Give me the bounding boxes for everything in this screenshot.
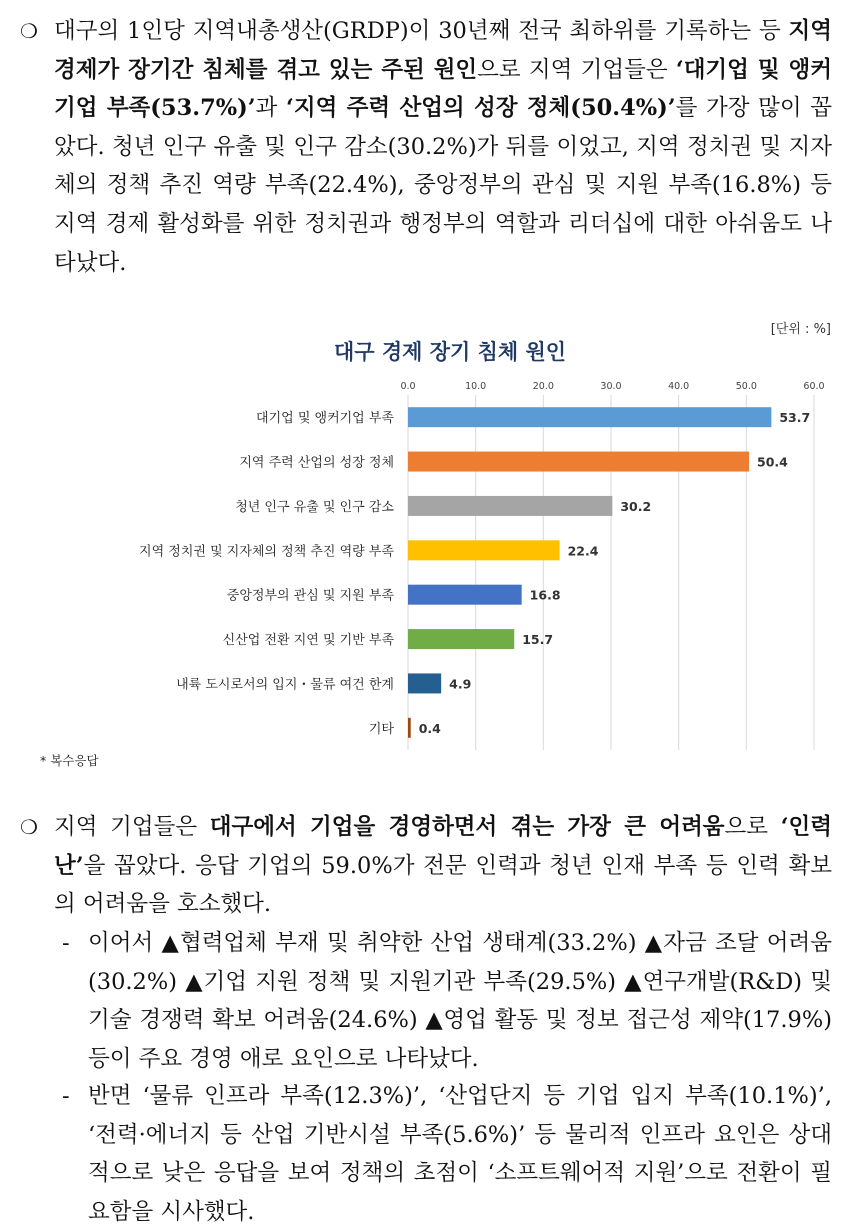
chart-title: 대구 경제 장기 침체 원인 (333, 340, 567, 364)
data-label: 4.9 (449, 676, 472, 692)
paragraph-difficulties (20, 808, 832, 924)
bar (408, 585, 522, 605)
bar (408, 673, 441, 693)
sub-item-text: 이어서 ▲협력업체 부재 및 취약한 산업 생태계(33.2%) ▲자금 조달 어려움(30.2%) ▲기업 지원 정책 및 지원기관 부족(29.5%) ▲연구개발(R&D) 및 기술 경쟁력 확보 어려움(24.6%) ▲영업 활동 및 정보 접근성 제약(17.9%) 등이 주요 경영 애로 요인으로 나타났다. (88, 930, 832, 1072)
category-label: 대기업 및 앵커기업 부족 (256, 411, 394, 427)
data-label: 0.4 (418, 720, 441, 736)
paragraph-grdp-causes (20, 12, 832, 282)
sub-item-management-difficulties (62, 924, 832, 1078)
bar (408, 407, 771, 427)
x-tick-label: 50.0 (735, 381, 757, 392)
data-label: 50.4 (757, 454, 788, 470)
bar (408, 718, 411, 738)
bar (408, 629, 514, 649)
dash-marker: - (62, 930, 70, 956)
bar (408, 496, 612, 516)
x-tick-label: 0.0 (400, 381, 416, 392)
bar-chart (0, 300, 859, 780)
emphasis-text: ‘대기업 및 앵커기업 부족(53.7%)’ (54, 56, 832, 122)
data-label: 22.4 (567, 543, 599, 559)
x-tick-label: 20.0 (532, 381, 554, 392)
bullet-icon: ❍ (20, 19, 38, 43)
chart-figure (0, 300, 859, 780)
paragraph-body: 대구의 1인당 지역내총생산(GRDP)이 30년째 전국 최하위를 기록하는 등 지역 경제가 장기간 침체를 겪고 있는 주된 원인으로 지역 기업들은 ‘대기업 및 앵커기업 부족(53.7%)’과 ‘지역 주력 산업의 성장 정체(50.4%)’를 가장 많이 꼽았다. 청년 인구 유출 및 인구 감소(30.2%)가 뒤를 이었고, 지역 정치권 및 지자체의 정책 추진 역량 부족(22.4%), 중앙정부의 관심 및 지원 부족(16.8%) 등 지역 경제 활성화를 위한 정치권과 행정부의 역할과 리더십에 대한 아쉬움도 나타났다. (54, 18, 833, 276)
chart-footnote: * 복수응답 (40, 753, 99, 768)
paragraph-body: 지역 기업들은 대구에서 기업을 경영하면서 겪는 가장 큰 어려움으로 ‘인력난’을 꼽았다. 응답 기업의 59.0%가 전문 인력과 청년 인재 부족 등 인력 확보의 어려움을 호소했다. (54, 814, 832, 918)
x-tick-label: 10.0 (465, 381, 487, 392)
bar (408, 452, 749, 472)
x-tick-label: 40.0 (668, 381, 690, 392)
data-label: 15.7 (522, 632, 554, 648)
emphasis-text: 대구에서 기업을 경영하면서 겪는 가장 큰 어려움 (209, 814, 725, 840)
sub-item-infrastructure (62, 1077, 832, 1231)
category-label: 지역 정치권 및 지자체의 정책 추진 역량 부족 (139, 544, 394, 560)
category-label: 신산업 전환 지연 및 기반 부족 (222, 633, 394, 649)
sub-item-text: 반면 ‘물류 인프라 부족(12.3%)’, ‘산업단지 등 기업 입지 부족(10.1%)’, ‘전력·에너지 등 산업 기반시설 부족(5.6%)’ 등 물리적 인프라 요인은 상대적으로 낮은 응답을 보여 정책의 초점이 ‘소프트웨어적 지원’으로 전환이 필요함을 시사했다. (88, 1083, 832, 1225)
category-label: 중앙정부의 관심 및 지원 부족 (226, 588, 394, 604)
x-tick-label: 60.0 (803, 381, 825, 392)
x-tick-label: 30.0 (600, 381, 622, 392)
data-label: 53.7 (779, 410, 811, 426)
dash-marker: - (62, 1083, 70, 1109)
data-label: 30.2 (620, 498, 652, 514)
bullet-icon: ❍ (20, 815, 38, 839)
category-label: 기타 (368, 721, 394, 737)
emphasis-text: 지역 경제가 장기간 침체를 겪고 있는 주된 원인 (54, 18, 832, 83)
chart-unit-label: [단위 : %] (770, 322, 831, 337)
bar (408, 540, 560, 560)
data-label: 16.8 (529, 587, 561, 603)
category-label: 청년 인구 유출 및 인구 감소 (235, 499, 394, 515)
emphasis-text: ‘지역 주력 산업의 성장 정체(50.4%)’ (286, 95, 676, 122)
emphasis-text: ‘인력난’ (54, 814, 832, 879)
category-label: 지역 주력 산업의 성장 정체 (239, 455, 394, 471)
category-label: 내륙 도시로서의 입지・물류 여건 한계 (176, 677, 394, 693)
